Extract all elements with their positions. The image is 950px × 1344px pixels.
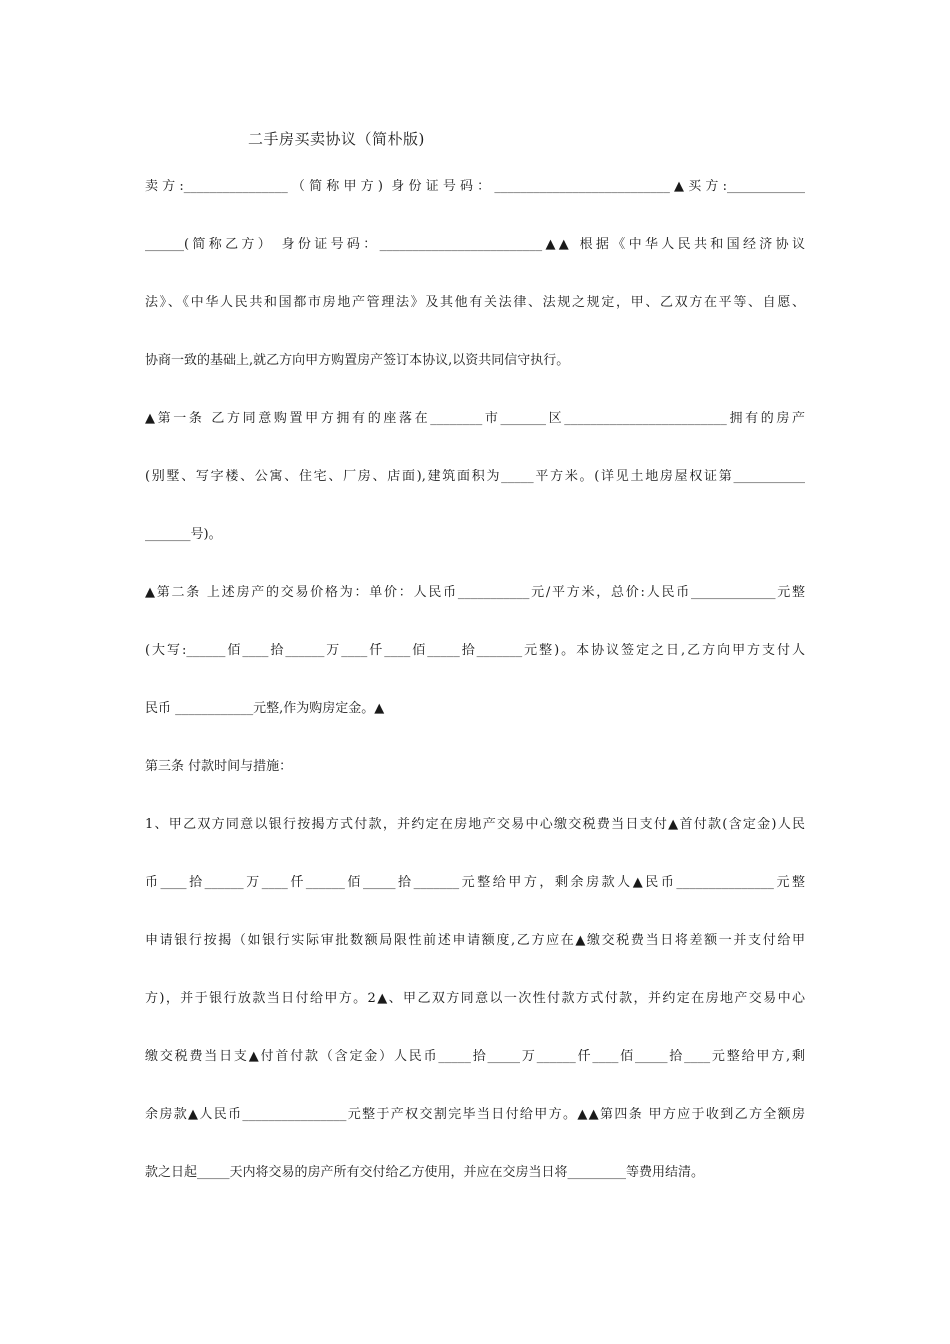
text-line-18: 款之日起_____天内将交易的房产所有交付给乙方使用，并应在交房当日将_________等费用结清。 (145, 1165, 705, 1180)
text-line-10: 民币 ____________元整,作为购房定金。▲ (145, 701, 385, 716)
text-line-13: 币____拾______万____仟______佰_____拾_______元整给甲方，剩余房款人▲民币_______________元整 (145, 875, 805, 890)
text-line-3: 法》、《中华人民共和国都市房地产管理法》及其他有关法律、法规之规定，甲、乙双方在平等、自愿、 (145, 295, 805, 310)
document-title: 二手房买卖协议（简朴版) (248, 130, 425, 148)
text-line-16: 缴交税费当日支▲付首付款（含定金）人民币_____拾_____万______仟____佰_____拾____元整给甲方,剩 (145, 1049, 805, 1064)
text-line-15: 方)，并于银行放款当日付给甲方。2▲、甲乙双方同意以一次性付款方式付款，并约定在房地产交易中心 (145, 991, 805, 1006)
text-line-1: 卖方:________________（简称甲方) 身份证号码：___________________________▲买方:____________ (145, 179, 805, 194)
text-line-6: (别墅、写字楼、公寓、住宅、厂房、店面),建筑面积为_____平方米。(详见土地房屋权证第___________ (145, 469, 805, 484)
text-line-5: ▲第一条 乙方同意购置甲方拥有的座落在________市_______区_________________________拥有的房产 (145, 411, 805, 426)
text-line-4: 协商一致的基础上,就乙方向甲方购置房产签订本协议,以资共同信守执行。 (145, 353, 570, 368)
text-line-17: 余房款▲人民币________________元整于产权交割完毕当日付给甲方。▲▲第四条 甲方应于收到乙方全额房 (145, 1107, 805, 1122)
text-line-8: ▲第二条 上述房产的交易价格为：单价：人民币___________元/平方米，总价:人民币_____________元整 (145, 585, 805, 600)
text-line-14: 申请银行按揭（如银行实际审批数额局限性前述申请额度,乙方应在▲缴交税费当日将差额一并支付给甲 (145, 933, 805, 948)
text-line-11: 第三条 付款时间与措施： (145, 759, 293, 774)
text-line-2: ______(简称乙方） 身份证号码：_________________________▲▲ 根据《中华人民共和国经济协议 (145, 237, 805, 252)
text-line-12: 1、甲乙双方同意以银行按揭方式付款，并约定在房地产交易中心缴交税费当日支付▲首付款(含定金)人民 (145, 817, 805, 832)
text-line-7: _______号)。 (145, 527, 222, 542)
text-line-9: (大写:______佰____拾______万____仟____佰_____拾_______元整)。本协议签定之日,乙方向甲方支付人 (145, 643, 805, 658)
